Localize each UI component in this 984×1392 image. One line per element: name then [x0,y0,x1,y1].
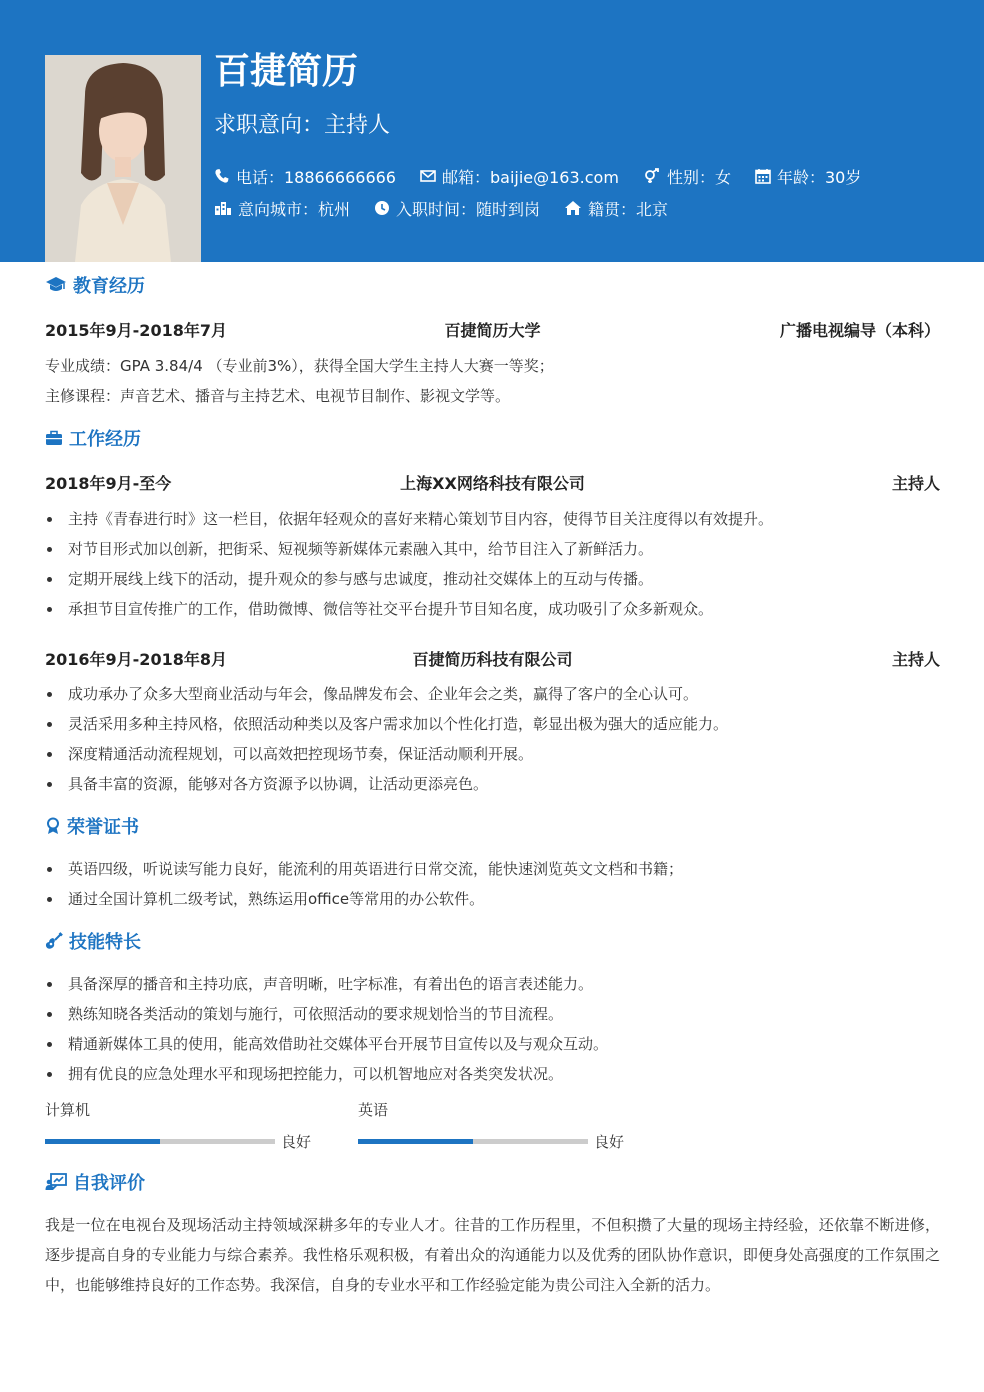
section-title-work [45,426,141,450]
skill-level: 良好 [281,1133,312,1151]
job-2-company: 百捷简历科技有限公司 [412,650,573,669]
list-item: 熟练知晓各类活动的策划与施行，可依照活动的要求规划恰当的节目流程。 [45,999,940,1029]
list-item: 深度精通活动流程规划，可以高效把控现场节奏，保证活动顺利开展。 [45,739,940,769]
email-text: 邮箱：baijie@163.com [441,167,619,187]
list-item: 具备深厚的播音和主持功底，声音明晰，吐字标准，有着出色的语言表述能力。 [45,969,940,999]
job-intent: 求职意向：主持人 [214,113,391,138]
candidate-name: 百捷简历 [214,51,359,92]
portrait-illustration [45,55,201,262]
clock-icon [374,200,390,216]
presenter-board-icon [45,1173,67,1191]
list-item: 具备丰富的资源，能够对各方资源予以协调，让活动更添亮色。 [45,769,940,799]
list-item: 对节目形式加以创新，把街采、短视频等新媒体元素融入其中，给节目注入了新鲜活力。 [45,534,940,564]
section-title-education [45,273,145,297]
list-item: 拥有优良的应急处理水平和现场把控能力，可以机智地应对各类突发状况。 [45,1059,940,1089]
section-title-honors [45,814,139,838]
phone-text: 电话：18866666666 [236,167,396,187]
guitar-icon [45,932,63,950]
job-2-period: 2016年9月-2018年8月 [45,650,227,669]
skill-name: 英语 [358,1101,389,1119]
contact-info-row-1 [214,165,885,187]
gender-icon [643,168,661,184]
section-title-self-eval [45,1170,145,1194]
job-1-company: 上海XX网络科技有限公司 [400,474,585,493]
education-entry-header [45,318,940,342]
self-eval-title: 自我评价 [73,1173,145,1194]
education-title: 教育经历 [73,276,145,297]
skill-progress-track [358,1139,588,1144]
skills-title: 技能特长 [69,932,141,953]
list-item: 主持《青春进行时》这一栏目，依据年轻观众的喜好来精心策划节目内容，使得节目关注度得以有效提升。 [45,504,940,534]
info-city [214,197,350,220]
info-age [755,165,861,188]
education-period: 2015年9月-2018年7月 [45,321,227,340]
gender-text: 性别：女 [666,167,731,187]
skill-progress-fill [45,1139,160,1144]
skill-bar-english [358,1099,638,1153]
city-icon [214,200,232,216]
self-eval-text: 我是一位在电视台及现场活动主持领域深耕多年的专业人才。往昔的工作历程里，不但积攒了大量的现场主持经验，还依靠不断进修，逐步提高自身的专业能力与综合素养。我性格乐观积极，有着出众的沟通能力以及优秀的团队协作意识，即便身处高强度的工作氛围之中，也能够维持良好的工作态势。我深信，自身的专业水平和工作经验定能为贵公司注入全新的活力。 [45,1216,940,1294]
skill-progress-track [45,1139,275,1144]
skill-name: 计算机 [45,1101,91,1119]
info-phone [214,165,396,188]
info-email [420,165,619,188]
honors-title: 荣誉证书 [67,817,139,838]
mail-icon [420,168,436,184]
home-icon [564,200,582,216]
job-2-header [45,647,940,671]
list-item: 成功承办了众多大型商业活动与年会，像品牌发布会、企业年会之类，赢得了客户的全心认可。 [45,679,940,709]
education-score-line: 专业成绩：GPA 3.84/4 （专业前3%），获得全国大学生主持人大赛一等奖； [45,357,554,375]
calendar-icon [755,168,771,184]
city-text: 意向城市：杭州 [238,199,351,219]
job-1-period: 2018年9月-至今 [45,474,172,493]
skills-bullets [45,969,940,1089]
profile-photo [45,55,201,262]
age-text: 年龄：30岁 [776,167,862,187]
info-start-date [374,197,540,220]
skill-bar-computer [45,1099,325,1153]
education-school: 百捷简历大学 [444,321,541,340]
list-item: 承担节目宣传推广的工作，借助微博、微信等社交平台提升节目知名度，成功吸引了众多新观众。 [45,594,940,624]
skill-progress-fill [358,1139,473,1144]
skill-level: 良好 [594,1133,625,1151]
job-1-role: 主持人 [891,474,940,493]
info-hometown [564,197,668,220]
job-2-bullets [45,679,940,799]
contact-info-row-2 [214,197,692,219]
phone-icon [214,168,230,184]
education-major: 广播电视编导（本科） [779,321,940,340]
work-title: 工作经历 [69,429,141,450]
list-item: 定期开展线上线下的活动，提升观众的参与感与忠诚度，推动社交媒体上的互动与传播。 [45,564,940,594]
header-banner [0,0,984,262]
graduation-cap-icon [45,276,67,294]
job-2-role: 主持人 [891,650,940,669]
job-1-bullets [45,504,940,624]
hometown-text: 籍贯：北京 [588,199,669,219]
start-date-text: 入职时间：随时到岗 [396,199,541,219]
info-gender [643,165,731,188]
education-courses-line: 主修课程：声音艺术、播音与主持艺术、电视节目制作、影视文学等。 [45,387,511,405]
award-ribbon-icon [45,817,61,835]
list-item: 通过全国计算机二级考试，熟练运用office等常用的办公软件。 [45,884,940,914]
list-item: 英语四级，听说读写能力良好，能流利的用英语进行日常交流，能快速浏览英文文档和书籍； [45,854,940,884]
briefcase-icon [45,430,63,446]
section-title-skills [45,929,141,953]
list-item: 灵活采用多种主持风格，依照活动种类以及客户需求加以个性化打造，彰显出极为强大的适应能力。 [45,709,940,739]
list-item: 精通新媒体工具的使用，能高效借助社交媒体平台开展节目宣传以及与观众互动。 [45,1029,940,1059]
job-1-header [45,471,940,495]
honors-bullets [45,854,940,914]
